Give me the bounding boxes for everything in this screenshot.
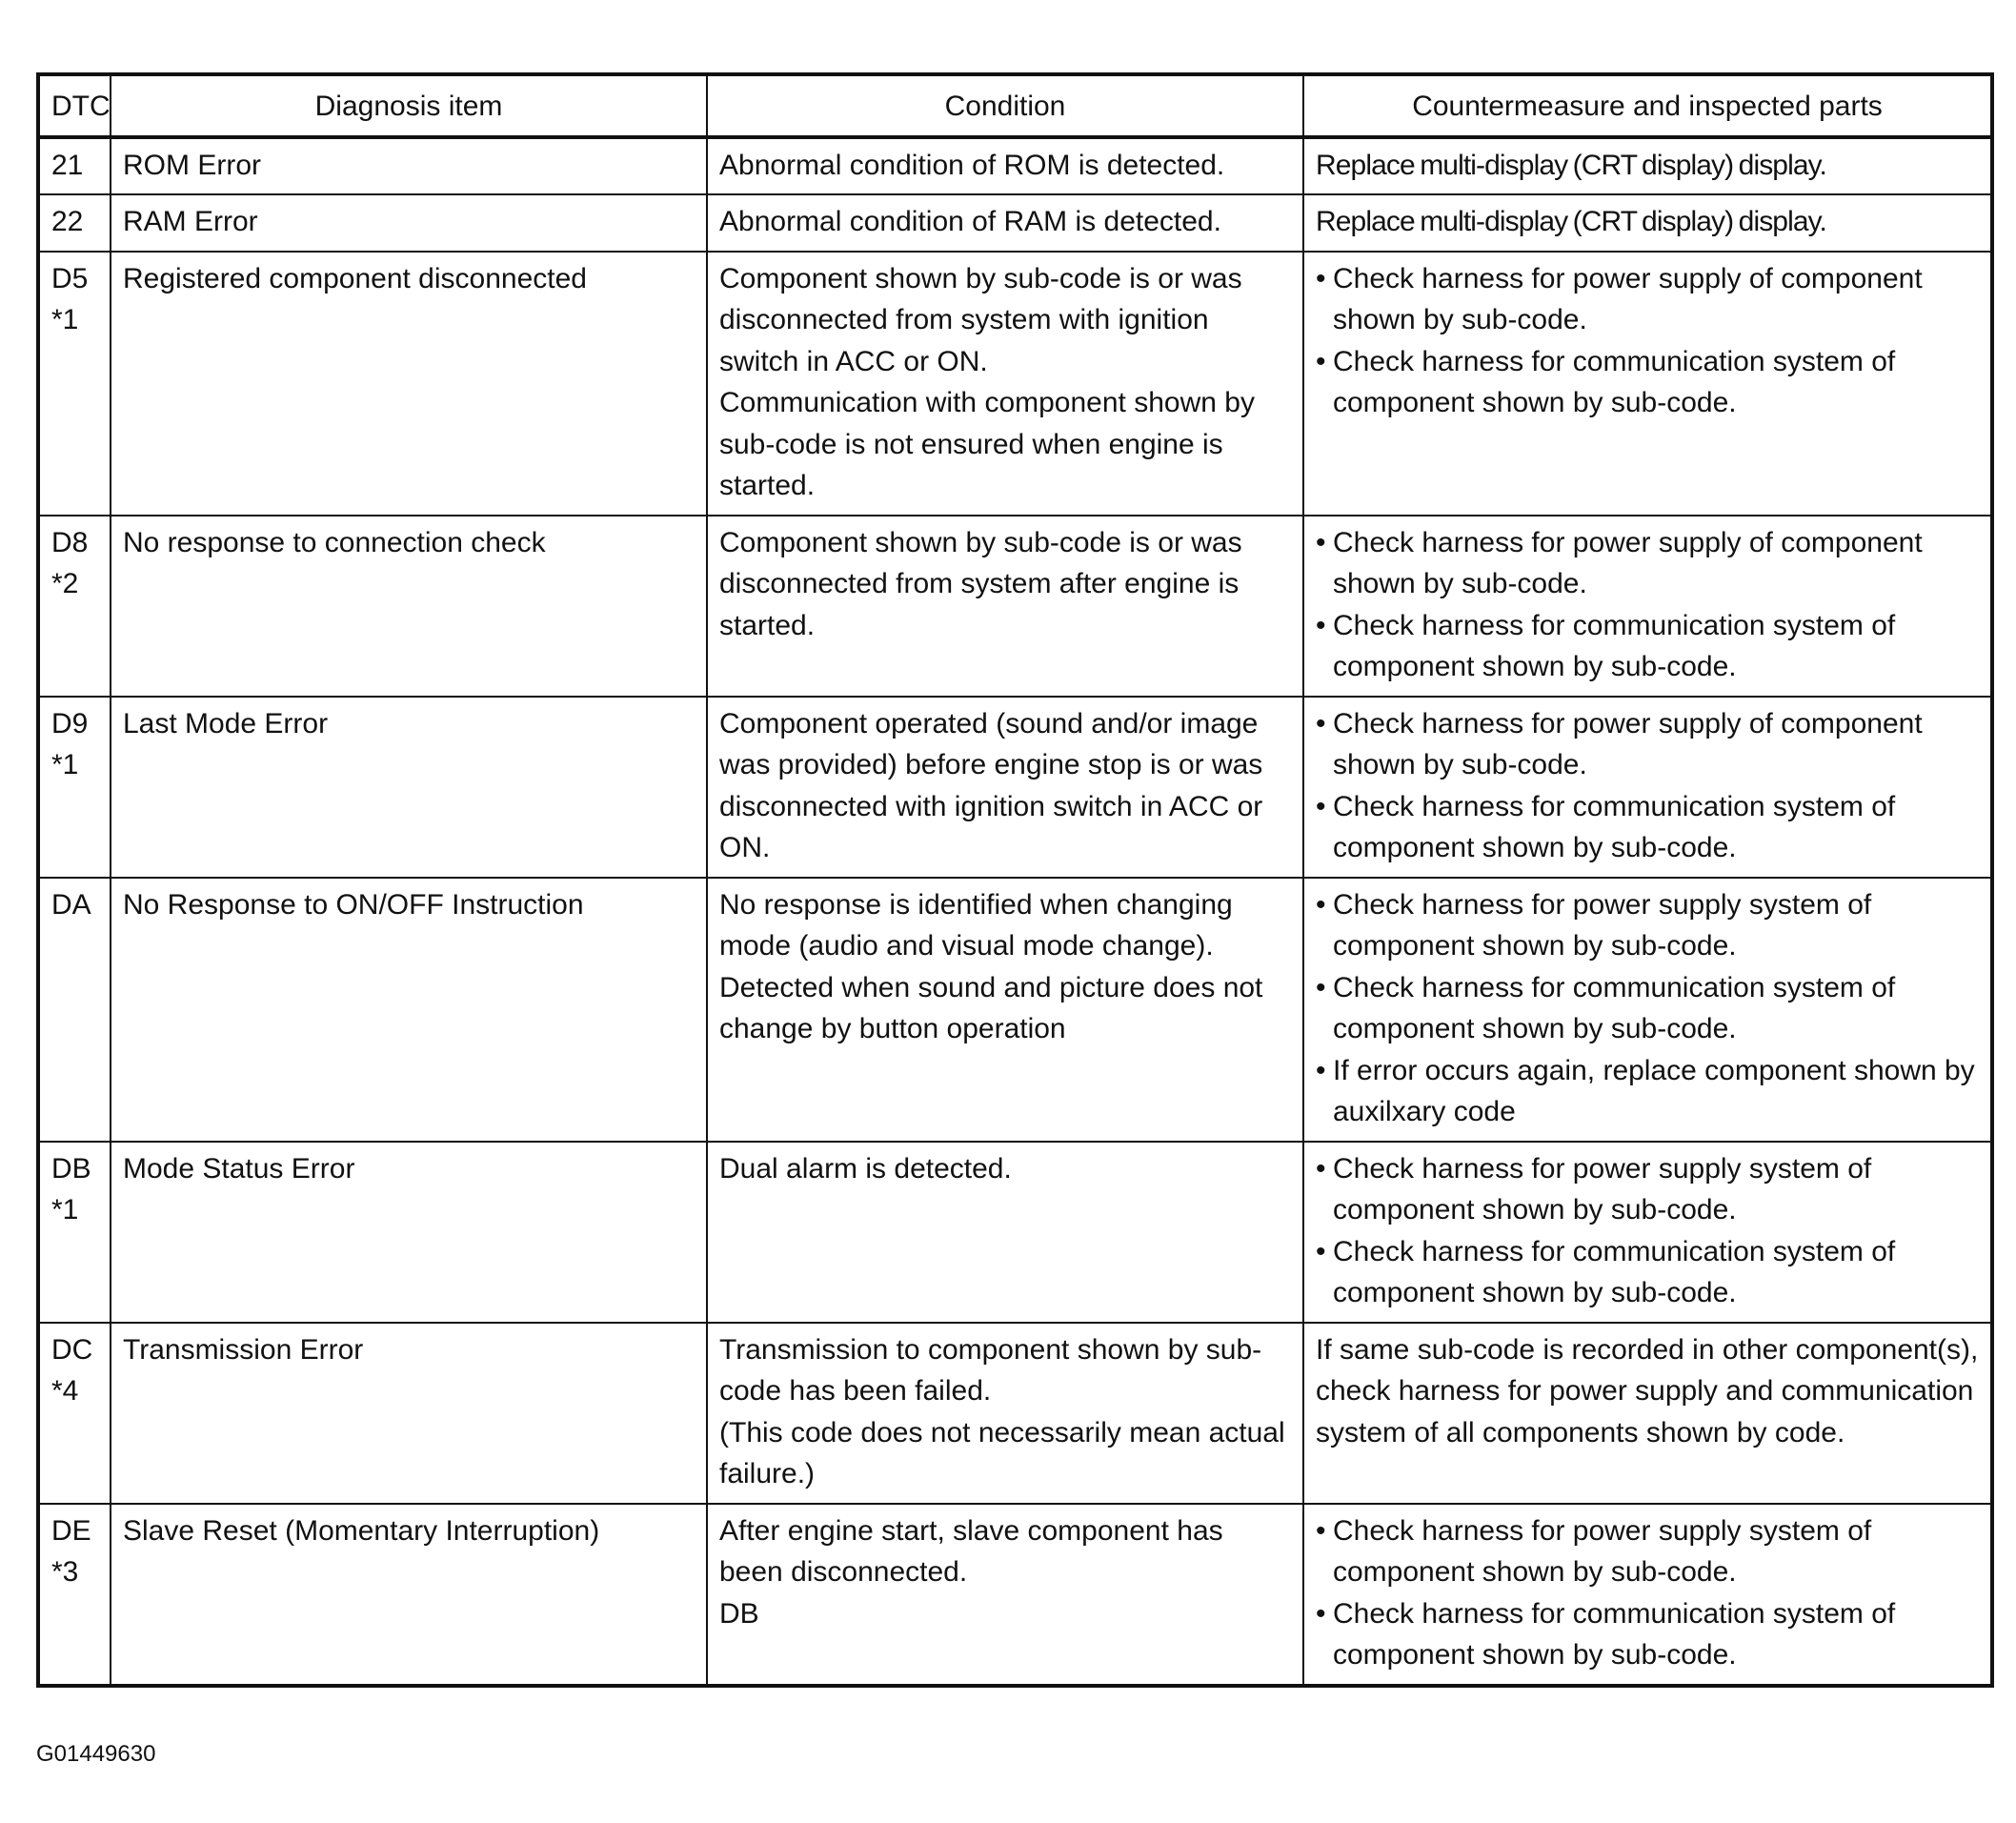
table-body [38, 137, 1992, 1686]
countermeasure-cell [1303, 697, 1992, 878]
diagnosis-item-cell: Last Mode Error [111, 697, 707, 878]
dtc-code: 22 [51, 206, 84, 237]
condition-text: No response is identified when changing mode (audio and visual mode change). [719, 888, 1233, 962]
dtc-cell [38, 252, 111, 516]
dtc-cell [38, 1504, 111, 1686]
diagnosis-item-cell: ROM Error [111, 137, 707, 195]
diagnosis-item-cell: Registered component disconnected [111, 252, 707, 516]
condition-cell [707, 516, 1303, 697]
condition-text: DB [719, 1597, 759, 1630]
diagnosis-item-cell: No Response to ON/OFF Instruction [111, 878, 707, 1142]
header-diagnosis-item: Diagnosis item [111, 74, 707, 137]
countermeasure-item: • If error occurs again, replace component shown by auxilxary code [1316, 1050, 1979, 1133]
diagnosis-item-cell: Mode Status Error [111, 1142, 707, 1323]
countermeasure-item: • Check harness for power supply system of component shown by sub-code. [1316, 884, 1979, 967]
countermeasure-item: • Check harness for power supply system of component shown by sub-code. [1316, 1148, 1979, 1231]
countermeasure-cell [1303, 1504, 1992, 1686]
condition-text: Communication with component shown by sub-code is not ensured when engine is started. [719, 387, 1255, 501]
table-row [38, 1323, 1992, 1504]
dtc-footnote-ref: *1 [51, 304, 79, 335]
countermeasure-cell: Replace multi-display (CRT display) display. [1303, 194, 1992, 252]
condition-text: Transmission to component shown by sub-code has been failed. [719, 1333, 1262, 1407]
dtc-cell [38, 194, 111, 252]
condition-text: Abnormal condition of RAM is detected. [719, 206, 1221, 237]
condition-text: Component operated (sound and/or image was provided) before engine stop is or was disconnected with ignition switch in ACC or ON. [719, 707, 1263, 863]
dtc-code: DA [51, 888, 91, 921]
dtc-footnote-ref: *1 [51, 749, 79, 780]
condition-text: (This code does not necessarily mean actual failure.) [719, 1416, 1285, 1489]
figure-id: G01449630 [36, 1741, 156, 1767]
condition-cell [707, 1142, 1303, 1323]
countermeasure-item: • Check harness for power supply of component shown by sub-code. [1316, 258, 1979, 341]
countermeasure-item: • Check harness for power supply of component shown by sub-code. [1316, 522, 1979, 605]
dtc-cell [38, 1142, 111, 1323]
countermeasure-cell [1303, 1142, 1992, 1323]
dtc-code: DE [51, 1514, 91, 1547]
header-dtc: DTC [38, 74, 111, 137]
countermeasure-list [1316, 522, 1979, 688]
dtc-code: D8 [51, 526, 89, 558]
table-row [38, 1142, 1992, 1323]
dtc-footnote-ref: *1 [51, 1194, 79, 1225]
dtc-cell [38, 137, 111, 195]
condition-text: Abnormal condition of ROM is detected. [719, 149, 1225, 181]
condition-cell [707, 194, 1303, 252]
countermeasure-item: • Check harness for communication system of component shown by sub-code. [1316, 1593, 1979, 1676]
dtc-table [36, 72, 1994, 1688]
dtc-code: DC [51, 1333, 93, 1366]
table-header [38, 74, 1992, 137]
dtc-code: 21 [51, 149, 84, 181]
countermeasure-cell [1303, 252, 1992, 516]
diagnosis-item-cell: No response to connection check [111, 516, 707, 697]
countermeasure-item: • Check harness for power supply system of component shown by sub-code. [1316, 1510, 1979, 1593]
table-row [38, 697, 1992, 878]
dtc-cell [38, 516, 111, 697]
dtc-code: DB [51, 1152, 91, 1185]
countermeasure-list [1316, 1148, 1979, 1314]
countermeasure-cell: Replace multi-display (CRT display) display. [1303, 137, 1992, 195]
condition-text: After engine start, slave component has been disconnected. [719, 1514, 1223, 1588]
header-countermeasure: Countermeasure and inspected parts [1303, 74, 1992, 137]
countermeasure-list [1316, 1510, 1979, 1676]
countermeasure-item: • Check harness for communication system of component shown by sub-code. [1316, 605, 1979, 688]
header-row [38, 74, 1992, 137]
diagnosis-item-cell: RAM Error [111, 194, 707, 252]
countermeasure-item: • Check harness for communication system of component shown by sub-code. [1316, 1231, 1979, 1314]
dtc-cell [38, 697, 111, 878]
countermeasure-item: • Check harness for communication system of component shown by sub-code. [1316, 341, 1979, 424]
dtc-footnote-ref: *2 [51, 568, 79, 599]
countermeasure-cell [1303, 878, 1992, 1142]
condition-text: Component shown by sub-code is or was disconnected from system with ignition switch in ACC or ON. [719, 262, 1242, 377]
countermeasure-cell: If same sub-code is recorded in other component(s), check harness for power supply and communication system of all components shown by code. [1303, 1323, 1992, 1504]
diagnosis-item-cell: Transmission Error [111, 1323, 707, 1504]
countermeasure-list [1316, 258, 1979, 424]
table-row [38, 194, 1992, 252]
diagnosis-item-cell: Slave Reset (Momentary Interruption) [111, 1504, 707, 1686]
dtc-code: D9 [51, 707, 89, 739]
condition-cell [707, 697, 1303, 878]
dtc-code: D5 [51, 262, 89, 294]
table-row [38, 1504, 1992, 1686]
countermeasure-list [1316, 703, 1979, 869]
countermeasure-cell [1303, 516, 1992, 697]
condition-cell [707, 1323, 1303, 1504]
header-condition: Condition [707, 74, 1303, 137]
condition-cell [707, 137, 1303, 195]
table-row [38, 878, 1992, 1142]
condition-text: Dual alarm is detected. [719, 1152, 1012, 1185]
dtc-footnote-ref: *4 [51, 1375, 79, 1407]
condition-cell [707, 1504, 1303, 1686]
table-row [38, 516, 1992, 697]
dtc-cell [38, 878, 111, 1142]
countermeasure-item: • Check harness for communication system of component shown by sub-code. [1316, 967, 1979, 1050]
dtc-footnote-ref: *3 [51, 1556, 79, 1588]
condition-text: Component shown by sub-code is or was disconnected from system after engine is started. [719, 526, 1242, 641]
countermeasure-item: • Check harness for power supply of component shown by sub-code. [1316, 703, 1979, 786]
table-row [38, 252, 1992, 516]
condition-cell [707, 252, 1303, 516]
countermeasure-item: • Check harness for communication system of component shown by sub-code. [1316, 786, 1979, 869]
dtc-cell [38, 1323, 111, 1504]
condition-text: Detected when sound and picture does not change by button operation [719, 971, 1263, 1044]
condition-cell [707, 878, 1303, 1142]
table-row [38, 137, 1992, 195]
countermeasure-list [1316, 884, 1979, 1133]
